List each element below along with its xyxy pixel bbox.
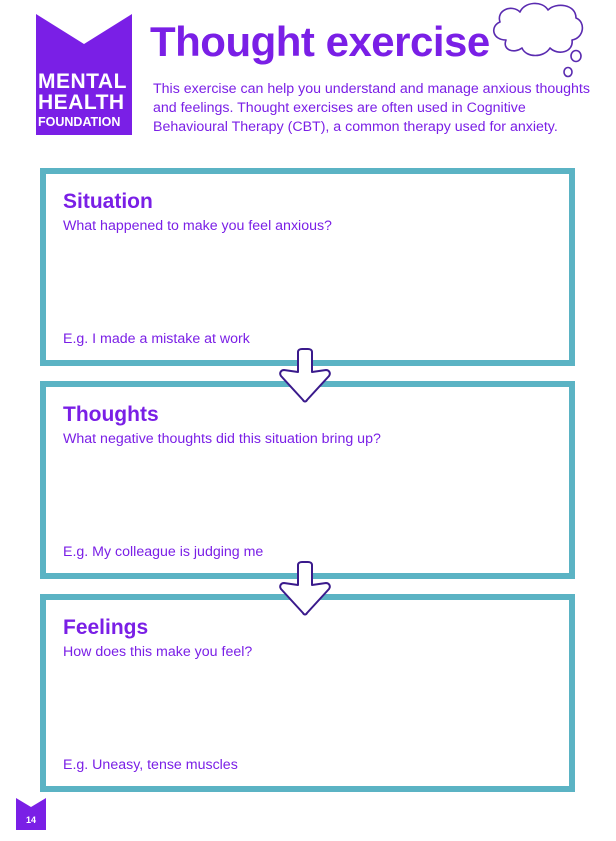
feelings-question: How does this make you feel? <box>63 644 253 660</box>
logo-line-mental: MENTAL <box>38 70 127 93</box>
situation-example: E.g. I made a mistake at work <box>63 331 250 347</box>
logo-line-health: HEALTH <box>38 91 125 114</box>
page-title: Thought exercise <box>150 18 490 65</box>
thoughts-question: What negative thoughts did this situation bring up? <box>63 431 381 447</box>
arrow-down-icon <box>276 348 334 404</box>
feelings-box <box>40 594 575 792</box>
logo-m-shape <box>36 14 132 70</box>
thoughts-example: E.g. My colleague is judging me <box>63 544 264 560</box>
page-number: 14 <box>25 815 36 825</box>
situation-heading: Situation <box>63 190 153 213</box>
situation-question: What happened to make you feel anxious? <box>63 218 332 234</box>
logo-line-foundation: FOUNDATION <box>38 115 121 129</box>
mental-health-foundation-logo <box>36 14 132 135</box>
intro-text: This exercise can help you understand and manage anxious thoughts and feelings. Thought exercises are often used in Cognitive Behavioural Therapy (CBT), a common therapy used for anxiety. <box>153 81 590 135</box>
situation-box <box>40 168 575 366</box>
feelings-example: E.g. Uneasy, tense muscles <box>63 757 238 773</box>
thoughts-box <box>40 381 575 579</box>
logo-text <box>36 69 132 135</box>
feelings-heading: Feelings <box>63 616 149 639</box>
page-badge-logo-icon <box>16 798 46 830</box>
thought-bubble-icon <box>484 0 588 80</box>
arrow-down-icon <box>276 561 334 617</box>
thoughts-heading: Thoughts <box>63 403 159 426</box>
